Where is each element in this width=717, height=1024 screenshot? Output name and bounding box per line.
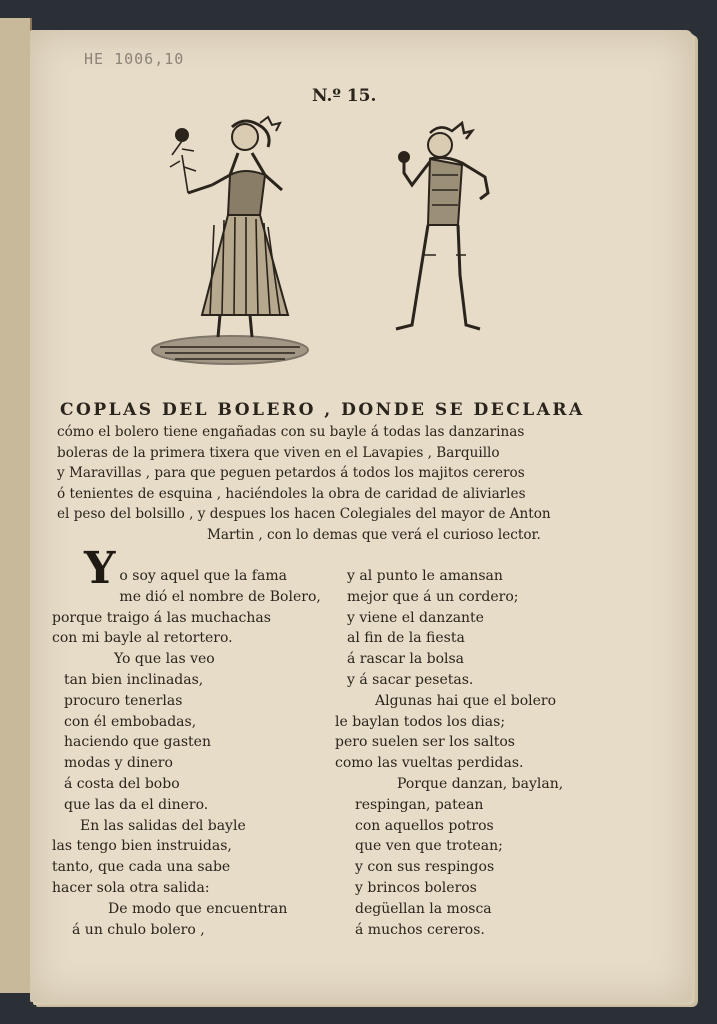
verse-line: degüellan la mosca [355, 900, 492, 917]
verse-line: y con sus respingos [355, 859, 495, 876]
verse-line: De modo que encuentran [108, 900, 288, 917]
verse-line: Porque danzan, baylan, [397, 775, 564, 792]
verse-line: o soy aquel que la fama [119, 568, 287, 584]
verse-line: las tengo bien instruidas, [52, 838, 232, 855]
verse-line: que las da el dinero. [64, 796, 209, 813]
shelfmark-annotation: HE 1006,10 [84, 50, 185, 68]
verse-line: á rascar la bolsa [347, 651, 465, 668]
verse-line: tanto, que cada una sabe [52, 859, 231, 876]
facing-page-edge [0, 18, 32, 993]
verse-line: al fin de la fiesta [347, 630, 465, 647]
verse-line: con aquellos potros [355, 817, 494, 834]
verse-line: que ven que trotean; [355, 838, 503, 855]
verse-column-left [52, 543, 321, 940]
verse-line: En las salidas del bayle [80, 817, 246, 834]
verse-column-right [335, 566, 563, 940]
verse-line: y al punto le amansan [347, 568, 503, 584]
verse-line: le baylan todos los dias; [335, 713, 506, 730]
verse-line: mejor que á un cordero; [347, 588, 519, 605]
verse-line: porque traigo á las muchachas [52, 609, 271, 626]
verse-line: á costa del bobo [64, 775, 180, 792]
woodcut-woman-dancer [152, 117, 308, 364]
woodcut-man-dancer [396, 123, 488, 329]
verse-line: á un chulo bolero , [72, 921, 205, 938]
intro-line: y Maravillas , para que peguen petardos á todos los majitos cereros [57, 465, 525, 481]
intro-line: Martin , con lo demas que verá el curioso lector. [207, 526, 541, 543]
intro-line: el peso del bolsillo , y despues los hacen Colegiales del mayor de Anton [57, 506, 551, 522]
verse-line: Yo que las veo [114, 651, 215, 668]
verse-line: respingan, patean [355, 796, 484, 813]
document-title: COPLAS DEL BOLERO , DONDE SE DECLARA [60, 400, 585, 420]
verse-line: á muchos cereros. [355, 921, 485, 938]
verse-line: Algunas hai que el bolero [375, 692, 557, 709]
verse-line: pero suelen ser los saltos [335, 734, 515, 751]
woodcut-illustration [140, 115, 520, 375]
verse-line: haciendo que gasten [64, 734, 211, 751]
verse-line: hacer sola otra salida: [52, 879, 210, 896]
verse-line: con mi bayle al retortero. [52, 630, 233, 647]
verse-line: modas y dinero [64, 755, 173, 772]
intro-line: cómo el bolero tiene engañadas con su bayle á todas las danzarinas [57, 424, 525, 440]
verse-line: y viene el danzante [347, 609, 484, 626]
intro-paragraph [57, 422, 617, 545]
intro-line: boleras de la primera tixera que viven en el Lavapies , Barquillo [57, 444, 500, 461]
verse-line: tan bien inclinadas, [64, 671, 204, 688]
verse-line: procuro tenerlas [64, 692, 183, 709]
verse-line: como las vueltas perdidas. [335, 755, 524, 772]
page-number: N.º 15. [312, 86, 377, 106]
verse-line-first [52, 543, 287, 594]
verse-line: y brincos boleros [355, 879, 477, 896]
intro-line: ó tenientes de esquina , haciéndoles la obra de caridad de aliviarles [57, 485, 526, 502]
verse-line: me dió el nombre de Bolero, [119, 588, 321, 605]
verse-line: con él embobadas, [64, 713, 197, 730]
verse-line: y á sacar pesetas. [347, 671, 474, 688]
drop-cap: Y [84, 543, 116, 594]
